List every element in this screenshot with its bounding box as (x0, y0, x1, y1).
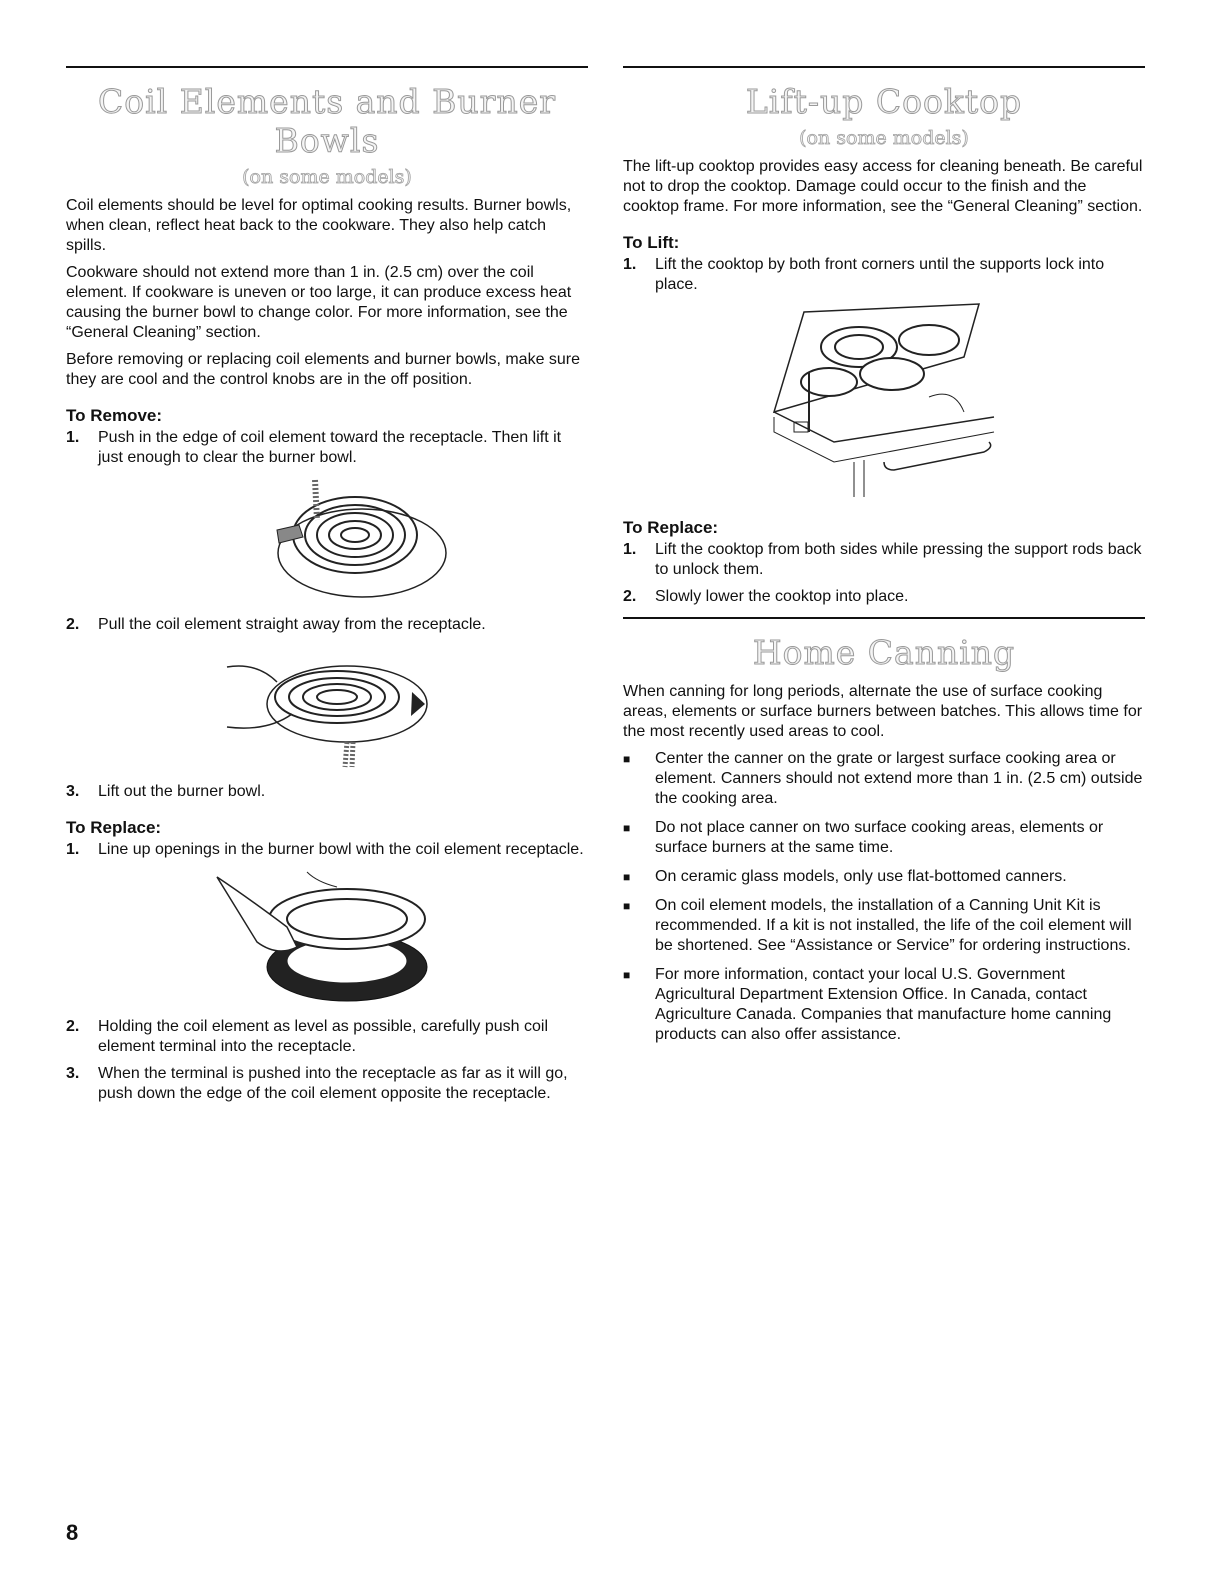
bullet-icon: ■ (623, 899, 631, 913)
step-text: Line up openings in the burner bowl with the coil element receptacle. (98, 841, 584, 858)
step-item (623, 255, 1145, 295)
lift-heading: To Lift: (623, 233, 680, 252)
section-rule (623, 617, 1145, 619)
step-item (66, 428, 588, 468)
section-title: Coil Elements and Burner Bowls (97, 82, 557, 160)
bullet-item (623, 867, 1145, 887)
page-number: 8 (66, 1520, 79, 1545)
burner-bowl-replace-illustration (197, 867, 457, 1007)
bullet-item (623, 896, 1145, 956)
step-number: 1. (623, 541, 637, 558)
step-number: 2. (66, 1018, 80, 1035)
section-rule (623, 66, 1145, 68)
bullet-text: Do not place canner on two surface cooking areas, elements or surface burners at the same time. (655, 819, 1104, 856)
left-column (66, 66, 588, 1111)
remove-heading: To Remove: (66, 406, 163, 425)
bullet-icon: ■ (623, 752, 631, 766)
step-text: Push in the edge of coil element toward the receptacle. Then lift it just enough to clear the burner bowl. (98, 429, 562, 466)
step-number: 1. (66, 841, 80, 858)
step-text: Holding the coil element as level as possible, carefully push coil element terminal into the receptacle. (98, 1018, 549, 1055)
bullet-icon: ■ (623, 870, 631, 884)
section-title: Lift-up Cooktop (745, 82, 1023, 121)
step-item (623, 540, 1145, 580)
step-number: 3. (66, 1065, 80, 1082)
coil-element-pull-illustration (197, 642, 457, 772)
step-text: Lift out the burner bowl. (98, 783, 266, 800)
step-text: Slowly lower the cooktop into place. (655, 588, 909, 605)
lift-up-cooktop-illustration (754, 302, 1014, 502)
step-item (66, 1064, 588, 1104)
bullet-icon: ■ (623, 968, 631, 982)
step-text: Lift the cooktop by both front corners until the supports lock into place. (655, 256, 1105, 293)
step-text: When the terminal is pushed into the receptacle as far as it will go, push down the edge of the coil element opposite the receptacle. (98, 1065, 568, 1102)
step-number: 1. (66, 429, 80, 446)
bullet-text: On coil element models, the installation of a Canning Unit Kit is recommended. If a kit is not installed, the life of the coil element will be shortened. See “Assistance or Service” for ordering instructions. (655, 897, 1132, 954)
step-number: 3. (66, 783, 80, 800)
bullet-item (623, 818, 1145, 858)
step-item (623, 587, 1145, 607)
replace-heading: To Replace: (623, 518, 719, 537)
bullet-icon: ■ (623, 821, 631, 835)
step-number: 2. (623, 588, 637, 605)
coil-element-lift-illustration (207, 475, 447, 605)
step-item (66, 615, 588, 635)
bullet-text: For more information, contact your local U.S. Government Agricultural Department Extension Office. In Canada, contact Agriculture Canada. Companies that manufacture home canning products can also offer assistance. (655, 966, 1112, 1043)
section-title: Home Canning (752, 633, 1016, 672)
step-number: 2. (66, 616, 80, 633)
bullet-text: Center the canner on the grate or largest surface cooking area or element. Canners should not extend more than 1 in. (2.5 cm) outside the cooking area. (655, 750, 1143, 807)
step-item (66, 782, 588, 802)
paragraph: Before removing or replacing coil elements and burner bowls, make sure they are cool and the control knobs are in the off position. (66, 351, 581, 388)
paragraph: Cookware should not extend more than 1 in. (2.5 cm) over the coil element. If cookware is uneven or too large, it can produce excess heat causing the burner bowl to change color. For more information, see the “General Cleaning” section. (66, 264, 572, 341)
step-item (66, 840, 588, 860)
step-text: Lift the cooktop from both sides while pressing the support rods back to unlock them. (655, 541, 1142, 578)
step-item (66, 1017, 588, 1057)
right-column (623, 66, 1145, 1054)
bullet-item (623, 965, 1145, 1045)
step-number: 1. (623, 256, 637, 273)
paragraph: When canning for long periods, alternate the use of surface cooking areas, elements or surface burners between batches. This allows time for the most recently used areas to cool. (623, 683, 1143, 740)
paragraph: Coil elements should be level for optimal cooking results. Burner bowls, when clean, reflect heat back to the cookware. They also help catch spills. (66, 197, 572, 254)
bullet-text: On ceramic glass models, only use flat-bottomed canners. (655, 868, 1067, 885)
section-subtitle: (on some models) (799, 127, 969, 149)
section-rule (66, 66, 588, 68)
replace-heading: To Replace: (66, 818, 162, 837)
paragraph: The lift-up cooktop provides easy access for cleaning beneath. Be careful not to drop the cooktop. Damage could occur to the finish and the cooktop frame. For more information, see the “General Cleaning” section. (623, 158, 1143, 215)
step-text: Pull the coil element straight away from the receptacle. (98, 616, 486, 633)
section-subtitle: (on some models) (242, 166, 412, 188)
bullet-item (623, 749, 1145, 809)
